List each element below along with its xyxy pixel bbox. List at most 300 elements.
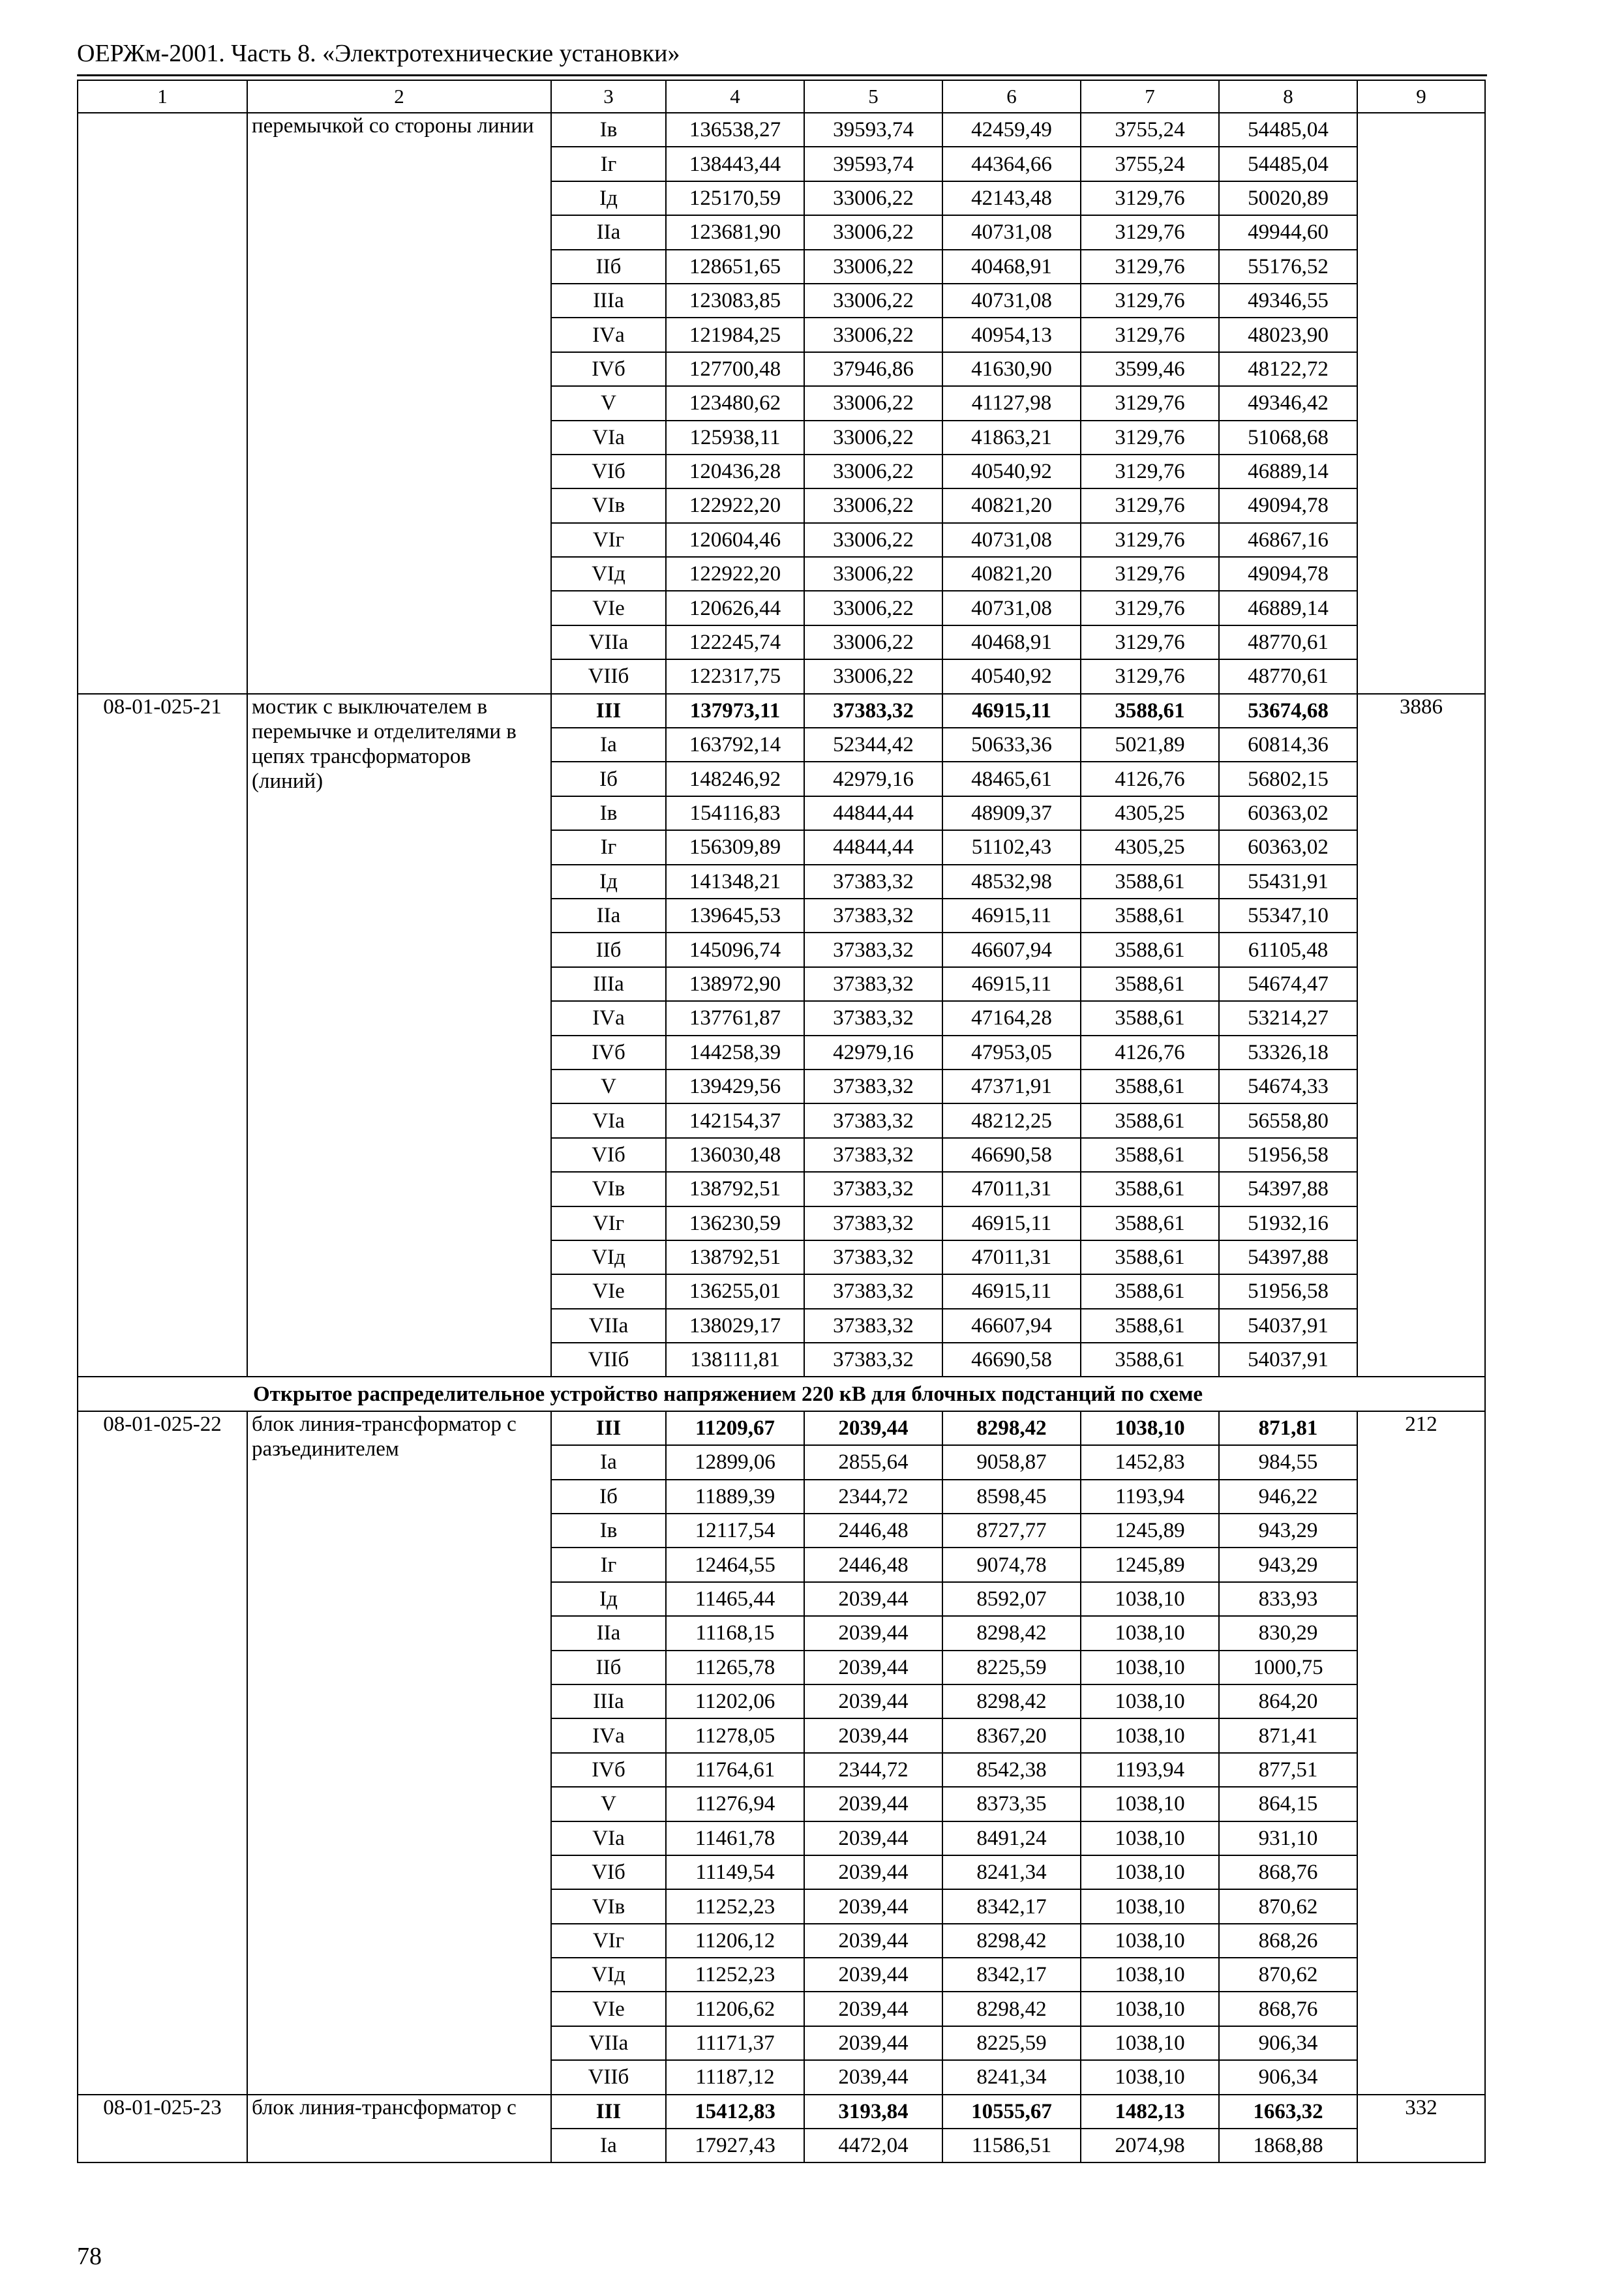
cost-value: 37383,32 [804,1309,942,1343]
cost-value: 1000,75 [1219,1651,1357,1684]
cost-value: 138443,44 [666,147,804,181]
column-number: 4 [666,80,804,113]
cost-value: 37383,32 [804,865,942,899]
cost-value: 54485,04 [1219,147,1357,181]
cost-value: 50633,36 [942,728,1081,762]
cost-value: 943,29 [1219,1548,1357,1581]
cost-value: 864,20 [1219,1684,1357,1718]
zone-code: VIд [551,1240,666,1274]
cost-value: 1868,88 [1219,2129,1357,2162]
cost-value: 122245,74 [666,625,804,659]
zone-code: IVа [551,318,666,352]
cost-value: 51102,43 [942,830,1081,864]
zone-code: VIв [551,1172,666,1206]
cost-value: 55176,52 [1219,250,1357,284]
cost-value: 47371,91 [942,1070,1081,1103]
cost-value: 51068,68 [1219,421,1357,455]
column9-value: 332 [1357,2095,1485,2163]
cost-value: 830,29 [1219,1616,1357,1650]
cost-value: 1038,10 [1081,2060,1219,2094]
cost-value: 1038,10 [1081,1411,1219,1445]
cost-value: 55347,10 [1219,899,1357,933]
cost-value: 125170,59 [666,181,804,215]
rate-description: перемычкой со стороны линии [247,113,551,694]
cost-value: 138972,90 [666,967,804,1001]
cost-value: 60814,36 [1219,728,1357,762]
cost-value: 8241,34 [942,2060,1081,2094]
cost-value: 52344,42 [804,728,942,762]
cost-value: 11149,54 [666,1855,804,1889]
cost-value: 42143,48 [942,181,1081,215]
cost-value: 3755,24 [1081,147,1219,181]
zone-code: Iд [551,1582,666,1616]
zone-code: VIIа [551,625,666,659]
cost-value: 3588,61 [1081,933,1219,966]
zone-code: IVб [551,1753,666,1787]
cost-value: 54674,33 [1219,1070,1357,1103]
cost-value: 1038,10 [1081,2026,1219,2060]
column-number: 2 [247,80,551,113]
cost-value: 138792,51 [666,1172,804,1206]
cost-value: 2039,44 [804,1889,942,1923]
cost-value: 2446,48 [804,1548,942,1581]
cost-value: 3588,61 [1081,1240,1219,1274]
cost-value: 46915,11 [942,1206,1081,1240]
column-number: 5 [804,80,942,113]
cost-value: 8727,77 [942,1514,1081,1548]
cost-value: 11465,44 [666,1582,804,1616]
cost-value: 943,29 [1219,1514,1357,1548]
cost-value: 144258,39 [666,1036,804,1070]
cost-value: 40731,08 [942,523,1081,557]
cost-value: 11265,78 [666,1651,804,1684]
cost-value: 33006,22 [804,455,942,488]
cost-value: 2039,44 [804,1616,942,1650]
cost-value: 56802,15 [1219,762,1357,796]
cost-value: 1038,10 [1081,1718,1219,1752]
zone-code: IIа [551,899,666,933]
cost-value: 3588,61 [1081,899,1219,933]
cost-value: 33006,22 [804,625,942,659]
zone-code: VIа [551,1821,666,1855]
cost-value: 33006,22 [804,386,942,420]
cost-value: 4126,76 [1081,1036,1219,1070]
zone-code: IIIа [551,967,666,1001]
cost-value: 3193,84 [804,2095,942,2129]
zone-code: VIIб [551,1343,666,1377]
cost-value: 40540,92 [942,659,1081,693]
cost-value: 39593,74 [804,147,942,181]
cost-value: 55431,91 [1219,865,1357,899]
cost-value: 60363,02 [1219,796,1357,830]
zone-code: VIа [551,1103,666,1137]
cost-value: 48212,25 [942,1103,1081,1137]
rate-code: 08-01-025-23 [78,2095,247,2163]
zone-code: IVб [551,352,666,386]
zone-code: IVб [551,1036,666,1070]
cost-value: 56558,80 [1219,1103,1357,1137]
zone-code: Iд [551,865,666,899]
cost-value: 138029,17 [666,1309,804,1343]
cost-value: 60363,02 [1219,830,1357,864]
cost-value: 48770,61 [1219,625,1357,659]
column9-value: 212 [1357,1411,1485,2095]
zone-code: Iг [551,1548,666,1581]
zone-code: VIд [551,1958,666,1992]
cost-value: 3588,61 [1081,1001,1219,1035]
cost-value: 3588,61 [1081,1172,1219,1206]
cost-value: 2039,44 [804,1958,942,1992]
cost-value: 11202,06 [666,1684,804,1718]
section-row [78,1377,1485,1411]
cost-value: 37383,32 [804,1206,942,1240]
zone-code: V [551,1070,666,1103]
cost-value: 8241,34 [942,1855,1081,1889]
zone-code: Iв [551,113,666,147]
cost-value: 37946,86 [804,352,942,386]
cost-value: 154116,83 [666,796,804,830]
column-number: 7 [1081,80,1219,113]
cost-value: 3129,76 [1081,318,1219,352]
cost-value: 41863,21 [942,421,1081,455]
rates-table [77,80,1486,2163]
cost-value: 8225,59 [942,2026,1081,2060]
cost-value: 37383,32 [804,1103,942,1137]
zone-code: IVа [551,1001,666,1035]
cost-value: 120604,46 [666,523,804,557]
cost-value: 41127,98 [942,386,1081,420]
column-number: 6 [942,80,1081,113]
cost-value: 3129,76 [1081,591,1219,625]
rate-code: 08-01-025-22 [78,1411,247,2095]
cost-value: 37383,32 [804,1343,942,1377]
cost-value: 123083,85 [666,284,804,318]
cost-value: 53326,18 [1219,1036,1357,1070]
cost-value: 46889,14 [1219,591,1357,625]
cost-value: 11252,23 [666,1958,804,1992]
zone-code: V [551,1787,666,1821]
cost-value: 138792,51 [666,1240,804,1274]
zone-code: VIг [551,1924,666,1958]
cost-value: 1482,13 [1081,2095,1219,2129]
cost-value: 870,62 [1219,1958,1357,1992]
column-number: 8 [1219,80,1357,113]
cost-value: 3588,61 [1081,1274,1219,1308]
cost-value: 1038,10 [1081,1787,1219,1821]
cost-value: 120626,44 [666,591,804,625]
cost-value: 8225,59 [942,1651,1081,1684]
zone-code: Iв [551,1514,666,1548]
cost-value: 3129,76 [1081,421,1219,455]
cost-value: 121984,25 [666,318,804,352]
cost-value: 54397,88 [1219,1172,1357,1206]
cost-value: 46915,11 [942,967,1081,1001]
zone-code: Iб [551,762,666,796]
cost-value: 1038,10 [1081,1821,1219,1855]
cost-value: 44844,44 [804,796,942,830]
cost-value: 33006,22 [804,181,942,215]
cost-value: 871,81 [1219,1411,1357,1445]
cost-value: 868,76 [1219,1992,1357,2026]
zone-code: VIе [551,1274,666,1308]
cost-value: 1245,89 [1081,1514,1219,1548]
zone-code: Iа [551,728,666,762]
cost-value: 8298,42 [942,1616,1081,1650]
cost-value: 984,55 [1219,1445,1357,1479]
cost-value: 49944,60 [1219,215,1357,249]
zone-code: IIб [551,250,666,284]
column-number: 3 [551,80,666,113]
cost-value: 37383,32 [804,1138,942,1172]
cost-value: 2855,64 [804,1445,942,1479]
cost-value: 1038,10 [1081,1924,1219,1958]
cost-value: 3588,61 [1081,967,1219,1001]
cost-value: 48770,61 [1219,659,1357,693]
table-row [78,694,1485,728]
cost-value: 3588,61 [1081,1309,1219,1343]
cost-value: 49094,78 [1219,557,1357,591]
rate-code [78,113,247,694]
cost-value: 40821,20 [942,557,1081,591]
cost-value: 51932,16 [1219,1206,1357,1240]
cost-value: 120436,28 [666,455,804,488]
cost-value: 3588,61 [1081,1103,1219,1137]
cost-value: 3129,76 [1081,488,1219,522]
cost-value: 11206,12 [666,1924,804,1958]
cost-value: 11171,37 [666,2026,804,2060]
cost-value: 49346,42 [1219,386,1357,420]
cost-value: 136030,48 [666,1138,804,1172]
cost-value: 3755,24 [1081,113,1219,147]
zone-code: IIа [551,1616,666,1650]
column-number: 9 [1357,80,1485,113]
cost-value: 10555,67 [942,2095,1081,2129]
cost-value: 8592,07 [942,1582,1081,1616]
cost-value: 4472,04 [804,2129,942,2162]
cost-value: 3129,76 [1081,181,1219,215]
cost-value: 12117,54 [666,1514,804,1548]
cost-value: 2446,48 [804,1514,942,1548]
cost-value: 137973,11 [666,694,804,728]
cost-value: 40540,92 [942,455,1081,488]
section-title: Открытое распределительное устройство напряжением 220 кВ для блочных подстанций по схеме [78,1377,1485,1411]
cost-value: 3588,61 [1081,1138,1219,1172]
cost-value: 3129,76 [1081,455,1219,488]
cost-value: 51956,58 [1219,1138,1357,1172]
cost-value: 2039,44 [804,1651,942,1684]
cost-value: 1038,10 [1081,1582,1219,1616]
column-number-row [78,80,1485,113]
cost-value: 3588,61 [1081,1206,1219,1240]
cost-value: 17927,43 [666,2129,804,2162]
cost-value: 870,62 [1219,1889,1357,1923]
cost-value: 4126,76 [1081,762,1219,796]
cost-value: 11206,62 [666,1992,804,2026]
cost-value: 127700,48 [666,352,804,386]
zone-code: IIб [551,1651,666,1684]
cost-value: 148246,92 [666,762,804,796]
cost-value: 122922,20 [666,488,804,522]
cost-value: 46915,11 [942,694,1081,728]
zone-code: VIб [551,1138,666,1172]
cost-value: 145096,74 [666,933,804,966]
cost-value: 37383,32 [804,899,942,933]
cost-value: 49346,55 [1219,284,1357,318]
cost-value: 37383,32 [804,1274,942,1308]
cost-value: 33006,22 [804,215,942,249]
cost-value: 40731,08 [942,591,1081,625]
zone-code: VIе [551,1992,666,2026]
cost-value: 48532,98 [942,865,1081,899]
zone-code: VIд [551,557,666,591]
zone-code: Iв [551,796,666,830]
cost-value: 3129,76 [1081,557,1219,591]
cost-value: 906,34 [1219,2060,1357,2094]
cost-value: 40468,91 [942,250,1081,284]
cost-value: 1038,10 [1081,1889,1219,1923]
cost-value: 3599,46 [1081,352,1219,386]
cost-value: 3588,61 [1081,1343,1219,1377]
cost-value: 8298,42 [942,1924,1081,1958]
zone-code: Iа [551,2129,666,2162]
cost-value: 163792,14 [666,728,804,762]
cost-value: 11209,67 [666,1411,804,1445]
cost-value: 11889,39 [666,1480,804,1514]
zone-code: VIв [551,1889,666,1923]
cost-value: 3129,76 [1081,284,1219,318]
zone-code: VIг [551,1206,666,1240]
cost-value: 49094,78 [1219,488,1357,522]
zone-code: VIIа [551,1309,666,1343]
cost-value: 1038,10 [1081,1958,1219,1992]
cost-value: 11586,51 [942,2129,1081,2162]
cost-value: 3129,76 [1081,659,1219,693]
cost-value: 3588,61 [1081,865,1219,899]
cost-value: 37383,32 [804,1172,942,1206]
zone-code: Iд [551,181,666,215]
zone-code: VIIа [551,2026,666,2060]
cost-value: 11764,61 [666,1753,804,1787]
cost-value: 46690,58 [942,1343,1081,1377]
cost-value: 3129,76 [1081,625,1219,659]
cost-value: 46607,94 [942,1309,1081,1343]
cost-value: 8373,35 [942,1787,1081,1821]
cost-value: 46607,94 [942,933,1081,966]
cost-value: 3588,61 [1081,1070,1219,1103]
cost-value: 46915,11 [942,1274,1081,1308]
cost-value: 15412,83 [666,2095,804,2129]
zone-code: IVа [551,1718,666,1752]
cost-value: 47164,28 [942,1001,1081,1035]
column-number: 1 [78,80,247,113]
cost-value: 11461,78 [666,1821,804,1855]
cost-value: 37383,32 [804,933,942,966]
cost-value: 137761,87 [666,1001,804,1035]
zone-code: VIг [551,523,666,557]
cost-value: 1193,94 [1081,1480,1219,1514]
cost-value: 47011,31 [942,1172,1081,1206]
cost-value: 40731,08 [942,215,1081,249]
zone-code: VIIб [551,659,666,693]
cost-value: 3129,76 [1081,523,1219,557]
cost-value: 1038,10 [1081,1684,1219,1718]
cost-value: 40954,13 [942,318,1081,352]
cost-value: 54037,91 [1219,1309,1357,1343]
cost-value: 8367,20 [942,1718,1081,1752]
zone-code: V [551,386,666,420]
cost-value: 46867,16 [1219,523,1357,557]
cost-value: 33006,22 [804,591,942,625]
cost-value: 11187,12 [666,2060,804,2094]
cost-value: 40731,08 [942,284,1081,318]
cost-value: 37383,32 [804,1001,942,1035]
cost-value: 946,22 [1219,1480,1357,1514]
cost-value: 8298,42 [942,1411,1081,1445]
cost-value: 53214,27 [1219,1001,1357,1035]
cost-value: 906,34 [1219,2026,1357,2060]
cost-value: 44844,44 [804,830,942,864]
cost-value: 11278,05 [666,1718,804,1752]
cost-value: 44364,66 [942,147,1081,181]
cost-value: 1663,32 [1219,2095,1357,2129]
cost-value: 3129,76 [1081,250,1219,284]
cost-value: 3588,61 [1081,694,1219,728]
cost-value: 8542,38 [942,1753,1081,1787]
table-row [78,113,1485,147]
cost-value: 122317,75 [666,659,804,693]
table-body [78,80,1485,2162]
cost-value: 48122,72 [1219,352,1357,386]
page-header: ОЕРЖм-2001. Часть 8. «Электротехнические установки» [77,40,680,67]
zone-code: III [551,1411,666,1445]
cost-value: 37383,32 [804,967,942,1001]
cost-value: 2039,44 [804,1787,942,1821]
cost-value: 931,10 [1219,1821,1357,1855]
cost-value: 48023,90 [1219,318,1357,352]
cost-value: 868,26 [1219,1924,1357,1958]
cost-value: 37383,32 [804,1240,942,1274]
cost-value: 40468,91 [942,625,1081,659]
cost-value: 39593,74 [804,113,942,147]
zone-code: Iб [551,1480,666,1514]
cost-value: 139645,53 [666,899,804,933]
cost-value: 2039,44 [804,1411,942,1445]
cost-value: 2039,44 [804,1821,942,1855]
cost-value: 1193,94 [1081,1753,1219,1787]
cost-value: 1038,10 [1081,1992,1219,2026]
cost-value: 8342,17 [942,1889,1081,1923]
zone-code: Iг [551,830,666,864]
cost-value: 2039,44 [804,1718,942,1752]
cost-value: 123681,90 [666,215,804,249]
cost-value: 5021,89 [1081,728,1219,762]
cost-value: 9074,78 [942,1548,1081,1581]
cost-value: 871,41 [1219,1718,1357,1752]
cost-value: 2344,72 [804,1753,942,1787]
cost-value: 3129,76 [1081,386,1219,420]
cost-value: 2039,44 [804,1924,942,1958]
zone-code: VIа [551,421,666,455]
cost-value: 48465,61 [942,762,1081,796]
cost-value: 8491,24 [942,1821,1081,1855]
zone-code: VIб [551,1855,666,1889]
cost-value: 2039,44 [804,1684,942,1718]
cost-value: 11252,23 [666,1889,804,1923]
zone-code: III [551,2095,666,2129]
zone-code: VIIб [551,2060,666,2094]
cost-value: 139429,56 [666,1070,804,1103]
cost-value: 2344,72 [804,1480,942,1514]
